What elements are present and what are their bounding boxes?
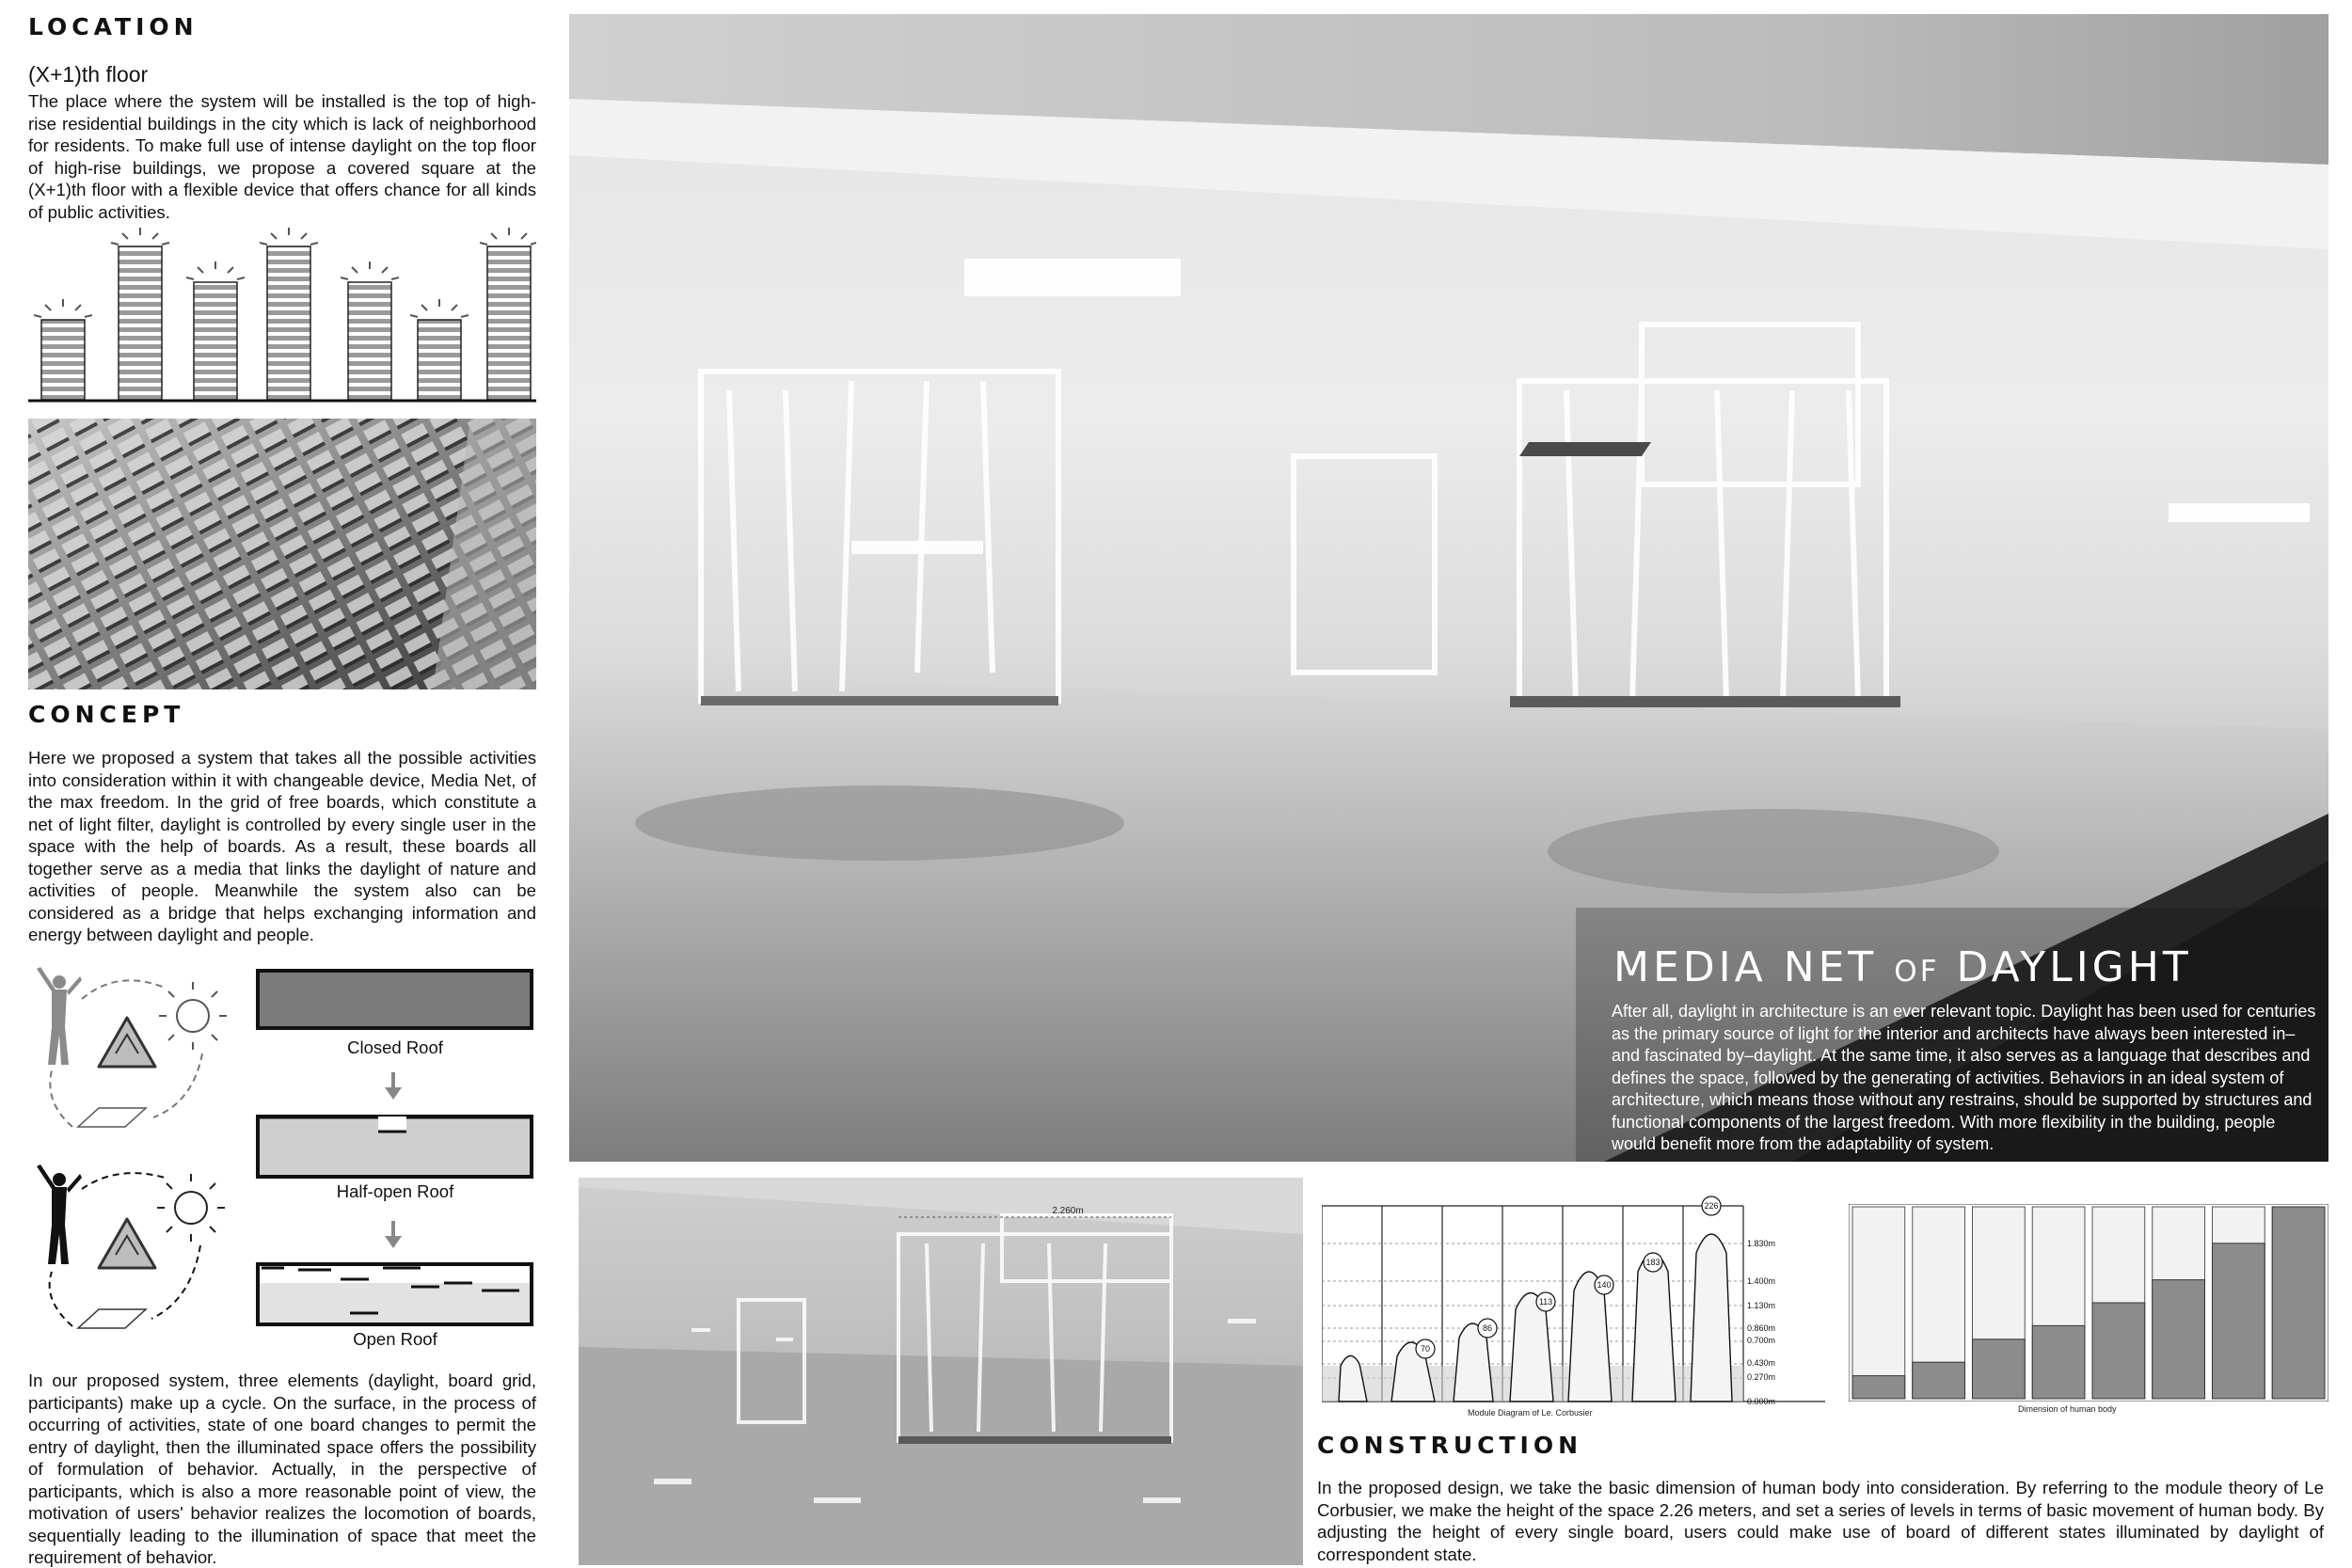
location-text: The place where the system will be installed is the top of high-rise residential buildings in the city which is lack of neighborhood for residents. To make full use of intense daylight on the top floor of high-rise buildings, we propose a covered square at the (X+1)th floor with a flexible device that offers chance for all kinds of public activities. xyxy=(28,91,536,222)
body-chart-bar xyxy=(1973,1339,2026,1399)
body-chart-bar xyxy=(1852,1376,1905,1399)
level-label: 0.000m xyxy=(1747,1397,1776,1406)
hero-text: After all, daylight in architecture is an ever relevant topic. Daylight has been used for centuries as the primary source of light for the interior and architects have always been interested in–and fascinated by–daylight. At the same time, it also serves as a language that describes and defines the space, followed by the generating of activities. Behaviors in an ideal system of architecture, which means those without any restrains, should be supported by structures and functional components of the largest freedom. With more flexibility in the building, people would benefit more from the adaptability of system. xyxy=(1612,1002,2316,1153)
aerial-city-photo xyxy=(28,419,536,689)
level-label: 0.700m xyxy=(1747,1336,1776,1345)
human-body-dimension-chart xyxy=(1849,1204,2328,1402)
cycle-triangle-icon xyxy=(99,1018,155,1067)
hero-title-part1: MEDIA NET xyxy=(1613,943,1895,991)
figure-number: 86 xyxy=(1482,1323,1493,1333)
level-label: 0.430m xyxy=(1747,1358,1776,1368)
body-chart-bar xyxy=(2272,1207,2325,1399)
location-heading: LOCATION xyxy=(28,13,199,40)
building-7 xyxy=(480,228,536,400)
building-4 xyxy=(260,228,318,400)
body-chart-caption: Dimension of human body xyxy=(2018,1404,2117,1414)
cycle-text: In our proposed system, three elements (daylight, board grid, participants) make up a cycle. On the surface, in the process of occurring of activities, state of one board changes to permit the entry of daylight, then the illuminated space offers the possibility of formulation of behavior. Actually, in the perspective of participants, which is also a more reasonable point of view, the motivation of users' behavior realizes the locomotion of boards, sequentially leading to the illumination of space that meet the requirement of behavior. xyxy=(28,1370,536,1567)
concept-text: Here we proposed a system that takes all the possible activities into consideration within it with changeable device, Media Net, of the max freedom. In the grid of free boards, which constitute a net of light filter, daylight is controlled by every single user in the space with the help of boards. As a result, these boards all together serve as a media that links the daylight of nature and activities of people. Meanwhile the system also can be considered as a bridge that helps exchanging information and energy between daylight and people. xyxy=(28,748,536,944)
daylight-cycle-diagram-closed xyxy=(24,961,249,1140)
body-chart-bar xyxy=(2213,1243,2265,1399)
open-roof-diagram xyxy=(256,1262,533,1326)
module-diagram-caption: Module Diagram of Le. Corbusier xyxy=(1468,1408,1593,1418)
building-1 xyxy=(34,299,92,400)
body-chart-bar xyxy=(2153,1280,2205,1399)
building-6 xyxy=(410,299,469,400)
open-roof-label: Open Roof xyxy=(353,1329,437,1349)
board-icon xyxy=(78,1108,146,1127)
construction-text: In the proposed design, we take the basic dimension of human body into consideration. By referring to the module theory of Le Corbusier, we make the height of the space 2.26 meters, and set a series of levels in terms of basic movement of human body. By adjusting the height of every single board, users could make use of board of different states illuminated by daylight of correspondent state. xyxy=(1317,1478,2324,1564)
closed-roof-diagram xyxy=(256,969,533,1030)
concept-heading: CONCEPT xyxy=(28,701,185,728)
body-chart-column xyxy=(1852,1207,1905,1399)
sun-icon xyxy=(157,1174,225,1242)
closed-roof-label: Closed Roof xyxy=(347,1037,443,1057)
half-open-roof-diagram xyxy=(256,1115,533,1179)
person-figure-icon xyxy=(37,1164,82,1264)
figure-number: 140 xyxy=(1597,1280,1612,1290)
figure-number: 183 xyxy=(1645,1258,1661,1267)
building-2 xyxy=(111,228,169,400)
arrow-down-icon xyxy=(384,1221,403,1249)
rooftop-buildings-diagram xyxy=(28,226,536,404)
body-chart-bar xyxy=(2092,1303,2145,1399)
location-subheading: (X+1)th floor xyxy=(28,62,149,87)
hero-title xyxy=(1613,943,2192,991)
board-icon xyxy=(78,1309,146,1328)
level-label: 1.400m xyxy=(1747,1276,1776,1286)
figure-number: 70 xyxy=(1420,1344,1431,1354)
level-label: 0.270m xyxy=(1747,1372,1776,1382)
module-diagram-le-corbusier xyxy=(1322,1187,1825,1422)
interior-render-dimension xyxy=(579,1178,1303,1565)
figure-number: 226 xyxy=(1704,1201,1719,1211)
sun-icon xyxy=(159,982,227,1050)
construction-heading: CONSTRUCTION xyxy=(1317,1432,1583,1459)
hero-title-small: OF xyxy=(1894,955,1940,989)
building-3 xyxy=(186,261,245,400)
hero-title-part2: DAYLIGHT xyxy=(1939,943,2192,991)
building-5 xyxy=(341,261,399,400)
level-label: 1.830m xyxy=(1747,1239,1776,1248)
body-chart-bar xyxy=(1913,1362,1965,1399)
cycle-triangle-icon xyxy=(99,1219,155,1268)
arrow-down-icon xyxy=(384,1072,403,1101)
body-chart-bar xyxy=(2032,1325,2085,1399)
level-label: 1.130m xyxy=(1747,1301,1776,1310)
daylight-cycle-diagram-open xyxy=(24,1159,249,1347)
half-open-roof-label: Half-open Roof xyxy=(336,1181,454,1201)
render2-dimension-label: 2.260m xyxy=(1052,1206,1084,1216)
level-label: 0.860m xyxy=(1747,1323,1776,1333)
figure-number: 113 xyxy=(1538,1297,1553,1307)
person-figure-icon xyxy=(37,967,82,1065)
